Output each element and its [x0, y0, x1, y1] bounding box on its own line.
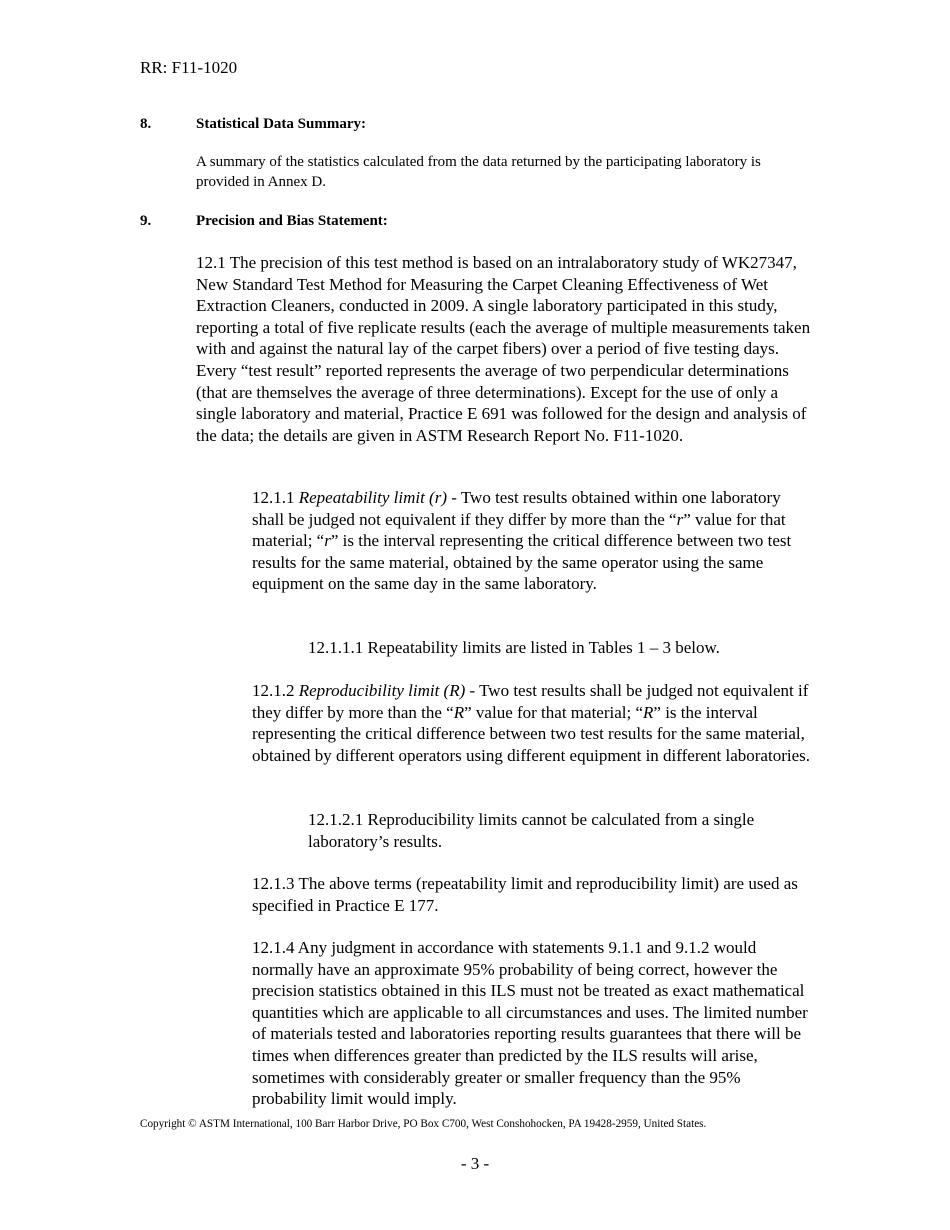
paragraph-12-1-1-text-c: ” is the interval representing the critical difference between two test results for the same material, obtained by the same operator using the same equipment on the same day in the same laboratory. — [252, 531, 792, 594]
copyright-footer: Copyright © ASTM International, 100 Barr Harbor Drive, PO Box C700, West Conshohocken, PA 19428-2959, United States. — [140, 1118, 707, 1130]
paragraph-12-1-2 — [252, 680, 812, 766]
paragraph-12-1-2-1: 12.1.2.1 Reproducibility limits cannot be calculated from a single laboratory’s results. — [308, 810, 755, 851]
paragraph-12-1-2-text-a: - Two test results shall be judged not equivalent if they differ by more than the “ — [252, 681, 809, 722]
section-8-heading — [140, 115, 366, 133]
paragraph-12-1-3: 12.1.3 The above terms (repeatability limit and reproducibility limit) are used as specified in Practice E 177. — [252, 874, 798, 915]
paragraph-12-1-4: 12.1.4 Any judgment in accordance with statements 9.1.1 and 9.1.2 would normally have an approximate 95% probability of being correct, however the precision statistics obtained in this ILS must not be treated as exact mathematical quantities which are applicable to all circumstances and uses. The limited number of materials tested and laboratories reporting results guarantees that there will be times when differences greater than predicted by the ILS results will arise, sometimes with considerably greater or smaller frequency than the 95% probability limit would imply. — [252, 938, 808, 1109]
section-8-number: 8. — [140, 116, 152, 132]
paragraph-12-1-1-number: 12.1.1 — [252, 488, 295, 507]
page-number: - 3 - — [460, 1154, 490, 1173]
paragraph-12-1-1-1: 12.1.1.1 Repeatability limits are listed in Tables 1 – 3 below. — [308, 638, 720, 657]
section-9-title: Precision and Bias Statement: — [196, 213, 388, 229]
section-8-text: A summary of the statistics calculated from the data returned by the participating laboratory is provided in Annex D. — [196, 154, 761, 190]
section-8-title: Statistical Data Summary: — [196, 116, 366, 132]
paragraph-12-1-1 — [252, 487, 812, 595]
paragraph-12-1-1-text-a: - Two test results obtained within one laboratory shall be judged not equivalent if they differ by more than the “ — [252, 488, 781, 529]
symbol-R: R — [643, 702, 654, 722]
paragraph-12-1-2-text-c: ” is the interval representing the critical difference between two test results for the same material, obtained by different operators using different equipment in different laboratories. — [252, 702, 810, 765]
section-9-number: 9. — [140, 213, 152, 229]
reproducibility-limit-term: Reproducibility limit (R) — [298, 681, 466, 700]
paragraph-12-1-2-number: 12.1.2 — [252, 681, 295, 700]
section-9-heading — [140, 212, 388, 230]
symbol-r: r — [324, 531, 331, 551]
paragraph-12-1-1-text-b: ” value for that material; “ — [252, 509, 786, 551]
paragraph-12-1: 12.1 The precision of this test method is based on an intralaboratory study of WK27347, New Standard Test Method for Measuring the Carpet Cleaning Effectiveness of Wet Extraction Cleaners, conducted in 2009. A single laboratory participated in this study, reporting a total of five replicate results (each the average of multiple measurements taken with and against the natural lay of the carpet fibers) over a period of five testing days. Every “test result” reported represents the average of two perpendicular determinations (that are themselves the average of three determinations). Except for the use of only a single laboratory and material, Practice E 691 was followed for the design and analysis of the data; the details are given in ASTM Research Report No. F11-1020. — [196, 253, 811, 445]
report-id-header: RR: F11-1020 — [140, 58, 238, 77]
repeatability-limit-term: Repeatability limit (r) — [298, 488, 447, 507]
symbol-R: R — [453, 702, 465, 722]
symbol-r: r — [676, 509, 684, 529]
paragraph-12-1-2-text-b: ” value for that material; “ — [464, 702, 644, 722]
